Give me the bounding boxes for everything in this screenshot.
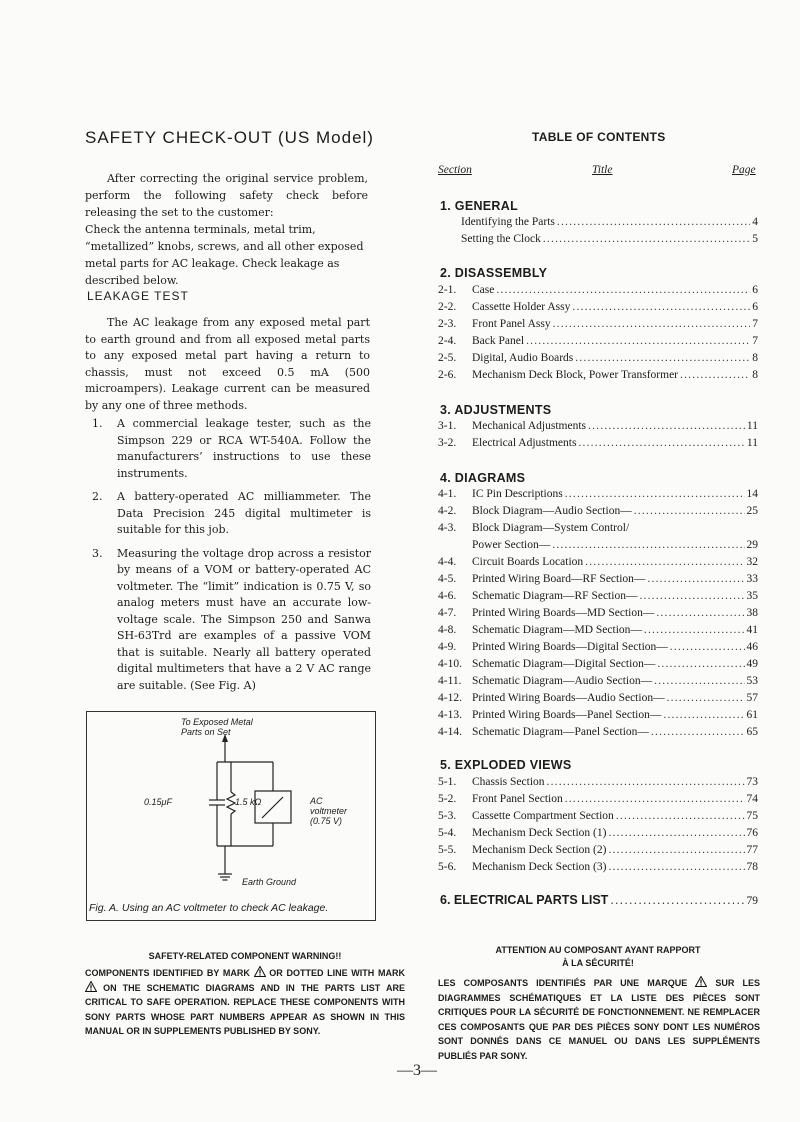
toc-entry-page: 32: [746, 556, 758, 568]
warning-triangle-icon: [85, 981, 97, 992]
toc-entry-title: Schematic Diagram—RF Section—: [472, 590, 638, 602]
toc-entry[interactable]: [438, 827, 758, 839]
toc-entry-page: 25: [746, 505, 758, 517]
toc-entry-title: Electrical Adjustments: [472, 437, 577, 449]
toc-entry[interactable]: [438, 624, 758, 636]
toc-entry-number: 4-8.: [438, 624, 457, 636]
toc-entry-title: Schematic Diagram—Panel Section—: [472, 726, 649, 738]
toc-entry-number: 2-3.: [438, 318, 457, 330]
toc-entry-page: 11: [746, 420, 758, 432]
toc-entry[interactable]: [438, 607, 758, 619]
toc-entry-number: 2-6.: [438, 369, 457, 381]
toc-entry-title: Digital, Audio Boards: [472, 352, 574, 364]
toc-entry[interactable]: [438, 658, 758, 670]
toc-entry[interactable]: [438, 556, 758, 568]
toc-entry-page: 77: [746, 844, 758, 856]
warning-fr-text-1: LES COMPOSANTS IDENTIFIÉS PAR UNE MARQUE: [438, 978, 688, 988]
toc-entry-title: Identifying the Parts: [461, 216, 555, 228]
toc-entry[interactable]: [438, 505, 758, 517]
toc-entry-title: Cassette Holder Assy: [472, 301, 571, 313]
toc-entry[interactable]: [461, 216, 758, 228]
toc-entry[interactable]: [438, 726, 758, 738]
toc-entry[interactable]: [438, 352, 758, 364]
toc-section-diagrams: 4. DIAGRAMS: [440, 471, 526, 485]
toc-entry[interactable]: [438, 488, 758, 500]
toc-entry-number: 5-3.: [438, 810, 457, 822]
toc-col-page: Page: [732, 164, 756, 176]
toc-entry-title: Schematic Diagram—Audio Section—: [472, 675, 653, 687]
figure-label-top-1: To Exposed Metal: [181, 717, 253, 727]
toc-col-section: Section: [438, 164, 472, 176]
figure-caption: Fig. A. Using an AC voltmeter to check AC leakage.: [89, 902, 329, 914]
toc-entry[interactable]: [438, 284, 758, 296]
toc-entry-number: 2-2.: [438, 301, 457, 313]
list-item: [85, 489, 371, 539]
toc-col-title: Title: [592, 164, 613, 176]
toc-entry-page: 14: [746, 488, 758, 500]
safety-title: SAFETY CHECK-OUT (US Model): [85, 128, 374, 147]
toc-entry-page: 8: [752, 369, 758, 381]
warning-en-text-3: ON THE SCHEMATIC DIAGRAMS AND IN THE PARTS LIST ARE CRITICAL TO SAFE OPERATION. REPLACE THESE COMPONENTS WITH SONY PARTS WHOSE PART NUMBERS APPEAR AS SHOWN IN THIS MANUAL OR IN SUPPLEMENTS PUBLISHED BY SONY.: [85, 982, 405, 1036]
toc-section-exploded-views: 5. EXPLODED VIEWS: [440, 758, 572, 772]
toc-entry-title: Printed Wiring Boards—Digital Section—: [472, 641, 668, 653]
toc-entry-title: Printed Wiring Boards—Audio Section—: [472, 692, 665, 704]
capacitor-label: 0.15μF: [144, 797, 172, 807]
safety-warning-body-en: [85, 966, 405, 1039]
toc-entry-number: 4-14.: [438, 726, 462, 738]
toc-entry-number: 5-6.: [438, 861, 457, 873]
list-item-number: 2.: [92, 490, 103, 503]
intro-paragraph-2: Check the antenna terminals, metal trim, “metallized” knobs, screws, and all other exposed metal parts for AC leakage. Check leakage as described below.: [85, 223, 364, 287]
intro-paragraph-1: After correcting the original service problem, perform the following safety check before releasing the set to the customer:: [85, 172, 368, 219]
toc-entry-title: Back Panel: [472, 335, 525, 347]
toc-entry[interactable]: [438, 793, 758, 805]
earth-ground-label: Earth Ground: [242, 877, 297, 887]
toc-entry-title: Schematic Diagram—MD Section—: [472, 624, 642, 636]
toc-entry-number: 2-5.: [438, 352, 457, 364]
safety-warning-title-fr: [438, 944, 758, 970]
toc-entry-number: 4-4.: [438, 556, 457, 568]
toc-entry-page: 76: [746, 827, 758, 839]
toc-entry-title: Circuit Boards Location: [472, 556, 584, 568]
toc-entry-page: 57: [746, 692, 758, 704]
list-item-number: 1.: [92, 417, 103, 430]
toc-entry-page: 33: [746, 573, 758, 585]
toc-entry-page: 61: [746, 709, 758, 721]
toc-entry[interactable]: [438, 675, 758, 687]
toc-entry-number: 4-3.: [438, 522, 457, 534]
toc-entry-title: Printed Wiring Board—RF Section—: [472, 573, 646, 585]
leakage-test-heading: LEAKAGE TEST: [87, 289, 189, 303]
toc-entry-page: 41: [746, 624, 758, 636]
toc-entry-title: IC Pin Descriptions: [472, 488, 563, 500]
toc-entry-page: 29: [746, 539, 758, 551]
figure-label-top-2: Parts on Set: [181, 727, 231, 737]
list-item-text: Measuring the voltage drop across a resistor by means of a VOM or battery-operated AC voltmeter. The “limit” indication is 0.75 V, so analog meters must have an accurate low-voltage scale. The Simpson 250 and Sanwa SH-63Trd are examples of a passive VOM that is suitable. Nearly all battery operated digital multimeters that have a 2 V AC range are suitable. (See Fig. A): [117, 546, 371, 692]
toc-entry-title: Mechanism Deck Section (3): [472, 861, 607, 873]
toc-entry-title: 6. ELECTRICAL PARTS LIST: [440, 893, 609, 907]
toc-entry-page: 4: [752, 216, 758, 228]
toc-entry-page: 53: [746, 675, 758, 687]
list-item-text: A battery-operated AC milliammeter. The Data Precision 245 digital multimeter is suitable for this job.: [117, 490, 371, 536]
warning-triangle-icon: [254, 966, 266, 977]
toc-entry-number: 4-9.: [438, 641, 457, 653]
toc-entry[interactable]: [438, 641, 758, 653]
toc-entry[interactable]: [438, 810, 758, 822]
warning-fr-title-line-2: À LA SÉCURITÉ!: [562, 958, 634, 968]
resistor-zigzag: [227, 792, 235, 814]
toc-entry-page: 35: [746, 590, 758, 602]
toc-entry-title: Mechanism Deck Section (2): [472, 844, 607, 856]
voltmeter-label-2: voltmeter: [310, 806, 348, 816]
warning-en-text-1: COMPONENTS IDENTIFIED BY MARK: [85, 968, 250, 978]
toc-section-adjustments: 3. ADJUSTMENTS: [440, 403, 552, 417]
toc-entry-title: Cassette Compartment Section: [472, 810, 614, 822]
leakage-methods-list: [85, 416, 371, 701]
toc-entry-title: Front Panel Section: [472, 793, 563, 805]
toc-entry-number: 4-7.: [438, 607, 457, 619]
toc-entry-page: 49: [746, 658, 758, 670]
toc-entry-title: Chassis Section: [472, 776, 545, 788]
safety-intro: [85, 170, 368, 289]
toc-entry-number: 4-1.: [438, 488, 457, 500]
toc-entry-number: 4-2.: [438, 505, 457, 517]
toc-entry-page: 11: [746, 437, 758, 449]
toc-entry[interactable]: [438, 335, 758, 347]
voltmeter-needle: [262, 797, 283, 818]
toc-entry-title: Setting the Clock: [461, 233, 541, 245]
voltmeter-label-1: AC: [310, 796, 323, 806]
toc-entry[interactable]: [438, 844, 758, 856]
toc-entry-page: 78: [746, 861, 758, 873]
page-number: —3—: [397, 1062, 437, 1079]
warning-en-text-2: OR DOTTED LINE WITH MARK: [269, 968, 405, 978]
list-item: [85, 546, 371, 695]
toc-entry[interactable]: [438, 369, 758, 381]
toc-entry[interactable]: [438, 522, 758, 534]
toc-entry-title: Block Diagram—System Control/: [472, 522, 630, 534]
toc-entry[interactable]: [438, 437, 758, 449]
toc-section-electrical-parts-list[interactable]: [440, 893, 758, 907]
toc-entry[interactable]: [438, 776, 758, 788]
toc-entry-title: Mechanical Adjustments: [472, 420, 587, 432]
toc-entry[interactable]: [438, 301, 758, 313]
toc-entry[interactable]: [438, 709, 758, 721]
toc-entry-number: 5-5.: [438, 844, 457, 856]
leakage-test-body: The AC leakage from any exposed metal part to earth ground and from all exposed metal parts to any exposed metal part having a return to chassis, must not exceed 0.5 mA (500 microampers). Leakage current can be measured by any one of three methods.: [85, 316, 370, 412]
toc-entry-number: 4-12.: [438, 692, 462, 704]
toc-section-disassembly: 2. DISASSEMBLY: [440, 266, 548, 280]
toc-entry-page: 46: [746, 641, 758, 653]
toc-entry-title: Power Section—: [472, 539, 551, 551]
toc-entry[interactable]: [438, 420, 758, 432]
toc-entry-page: 73: [746, 776, 758, 788]
toc-entry-number: 2-4.: [438, 335, 457, 347]
toc-entry[interactable]: [438, 861, 758, 873]
warning-fr-title-line-1: ATTENTION AU COMPOSANT AYANT RAPPORT: [495, 945, 701, 955]
toc-entry-number: 3-2.: [438, 437, 457, 449]
list-item: [85, 416, 371, 482]
toc-entry-number: 5-2.: [438, 793, 457, 805]
voltmeter-label-3: (0.75 V): [310, 816, 343, 826]
toc-entry-number: 4-6.: [438, 590, 457, 602]
resistor-label: 1.5 kΩ: [235, 797, 262, 807]
toc-section-general: 1. GENERAL: [440, 199, 519, 213]
toc-entry-number: 5-4.: [438, 827, 457, 839]
toc-entry-title: Printed Wiring Boards—MD Section—: [472, 607, 655, 619]
toc-entry-page: 7: [752, 318, 758, 330]
toc-entry-page: 8: [752, 352, 758, 364]
toc-entry-title: Front Panel Assy: [472, 318, 551, 330]
list-item-number: 3.: [92, 546, 103, 560]
toc-entry-page: 74: [746, 793, 758, 805]
toc-entry-page: 6: [752, 284, 758, 296]
toc-entry-title: Printed Wiring Boards—Panel Section—: [472, 709, 662, 721]
toc-entry-number: 4-10.: [438, 658, 462, 670]
toc-entry[interactable]: [438, 318, 758, 330]
safety-warning-title-en: SAFETY-RELATED COMPONENT WARNING!!: [148, 951, 342, 961]
toc-entry-page: 65: [746, 726, 758, 738]
toc-entry-page: 7: [752, 335, 758, 347]
toc-entry-number: 4-5.: [438, 573, 457, 585]
toc-entry-title: Schematic Diagram—Digital Section—: [472, 658, 656, 670]
toc-entry-title: Mechanism Deck Section (1): [472, 827, 607, 839]
figure-a-circuit: [86, 711, 376, 921]
toc-entry[interactable]: [461, 233, 758, 245]
warning-triangle-icon: [695, 976, 707, 987]
toc-entry-number: 5-1.: [438, 776, 457, 788]
toc-entry-number: 2-1.: [438, 284, 457, 296]
toc-entry-page: 5: [752, 233, 758, 245]
toc-entry-number: 3-1.: [438, 420, 457, 432]
toc-entry-page: 79: [746, 895, 758, 907]
toc-entry-page: 38: [746, 607, 758, 619]
toc-entry[interactable]: [438, 590, 758, 602]
toc-entry-title: Mechanism Deck Block, Power Transformer: [472, 369, 679, 381]
toc-entry[interactable]: [438, 573, 758, 585]
toc-entry-title: Case: [472, 284, 495, 296]
toc-entry-title: Block Diagram—Audio Section—: [472, 505, 632, 517]
toc-entry-number: 4-13.: [438, 709, 462, 721]
toc-entry[interactable]: [438, 692, 758, 704]
toc-entry-page: 6: [752, 301, 758, 313]
toc-entry-number: 4-11.: [438, 675, 462, 687]
toc-entry-page: 75: [746, 810, 758, 822]
warning-fr-text-2: SUR LES DIAGRAMMES SCHÉMATIQUES ET LA LISTE DES PIÈCES SONT CRITIQUES POUR LA SÉCURITÉ DE FONCTIONNEMENT. NE REMPLACER CES COMPOSANTS QUE PAR DES PIÈCES SONY DONT LES NUMÉROS SONT DONNÉS DANS CE MANUEL OU DANS LES SUPPLÉMENTS PUBLIÉS PAR SONY.: [438, 978, 760, 1061]
safety-warning-body-fr: [438, 976, 760, 1063]
toc-heading: TABLE OF CONTENTS: [532, 130, 666, 144]
toc-entry[interactable]: [438, 539, 758, 551]
list-item-text: A commercial leakage tester, such as the Simpson 229 or RCA WT-540A. Follow the manufacturers’ instructions to use these instruments.: [117, 417, 371, 480]
